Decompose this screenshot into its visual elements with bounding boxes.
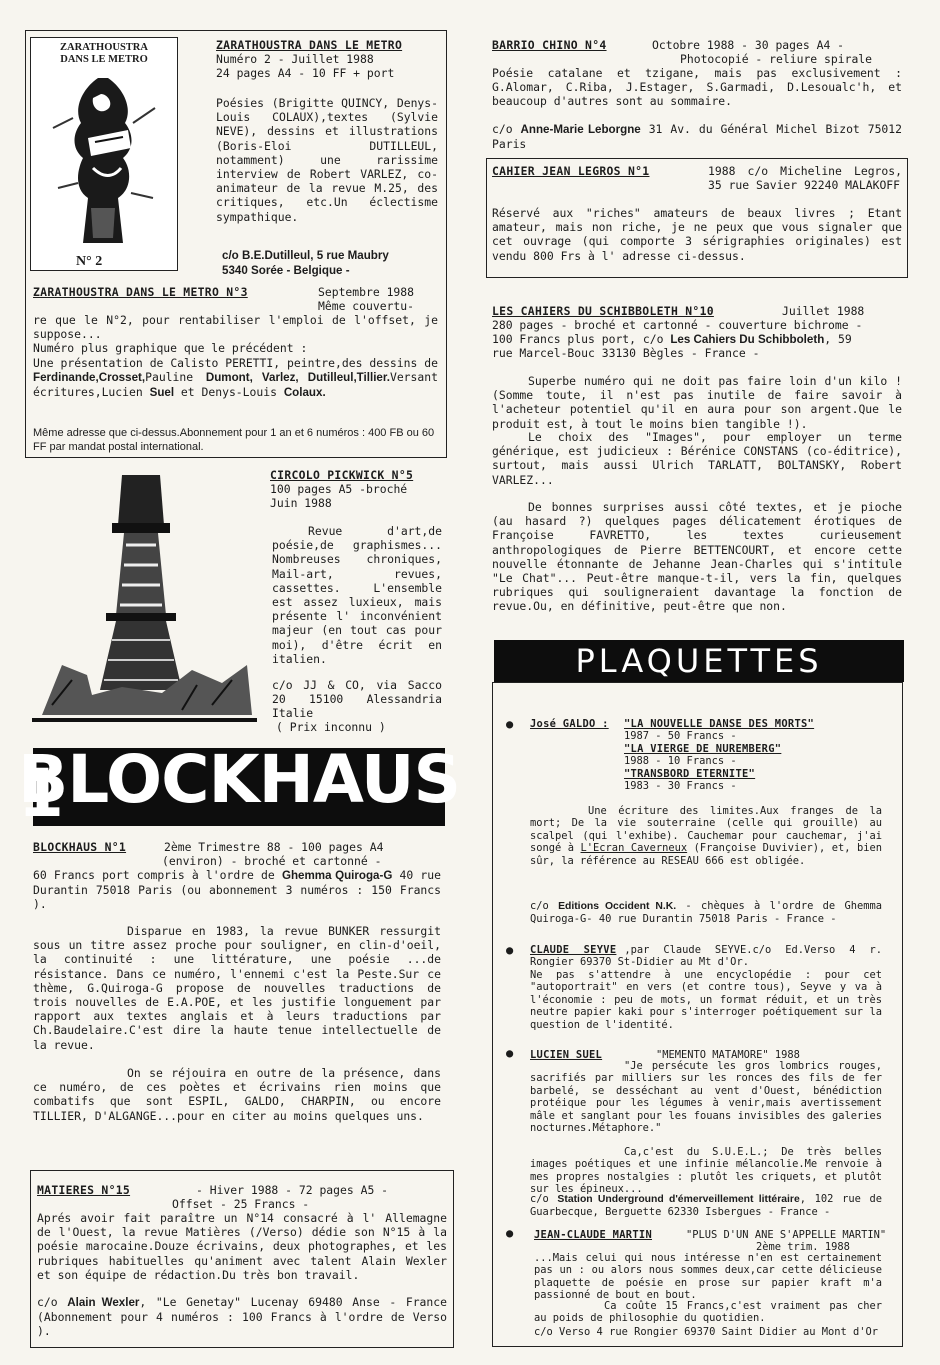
circolo-address: c/o JJ & CO, via Sacco 20 15100 Alessandria Italie [272, 678, 442, 721]
galdo-body-b: (Françoise Duvivier), et, bien sûr, la référence au RESEAU 666 est obligée. [530, 842, 882, 867]
circolo-line1: 100 pages A5 -broché [270, 482, 408, 496]
suel-author-name: LUCIEN SUEL [530, 1049, 603, 1061]
schib-line3 [492, 332, 852, 347]
zara2-title: ZARATHOUSTRA DANS LE METRO [216, 38, 403, 52]
galdo-t2: "LA VIERGE DE NUREMBERG" [624, 742, 782, 755]
circolo-tower-image [32, 465, 257, 727]
circolo-title: CIRCOLO PICKWICK N°5 [270, 468, 414, 482]
zara3-body-3h: Colaux. [283, 386, 326, 400]
suel-addr-prefix: c/o [530, 1193, 558, 1205]
blockhaus-head3c: 40 rue Durantin 75018 Paris (ou abonnement 3 numéros : 150 Francs ). [33, 868, 441, 912]
barrio-line1: Octobre 1988 - 30 pages A4 - [652, 38, 845, 52]
schib-p3: De bonnes surprises aussi côté textes, et je pioche (au hasard ?) quelques pages délicatement érotiques de Françoise FAVRETTO, les textes curieusement anthropologiques de Pierre BETTENCOURT, et encore cette nouvelle étonnante de Jehanne Jean-Charles qui s'intitule "Le Chat"... Peut-être manque-t-il, vers la fin, quelques rubriques qui souligneraient davantage la fonction de revue.Ou, en définitive, peut-être que non. [492, 500, 902, 614]
legros-title: CAHIER JEAN LEGROS N°1 [492, 164, 650, 178]
zara2-address-2: 5340 Sorée - Belgique - [222, 264, 350, 277]
galdo-t3: "TRANSBORD ETERNITE" [624, 767, 756, 780]
zara3-body-3f: Suel [149, 386, 175, 400]
matieres-head2: Offset - 25 Francs - [172, 1197, 310, 1211]
suel-body: Ca,c'est du S.U.E.L.; De très belles images poétiques et une infinie mélancolie.Me renvoie à mes propres nostalgies : plutôt les criquets, et plutôt sur les épineux... [530, 1146, 882, 1196]
suel-quote: "Je persécute les gros lombrics rouges, sacrifiés par milliers sur les ronces des fils de fer barbelé, se desséchant au vent d'Ouest, bénédiction protéique pour les légumes à venir,mais avertissement mâle et sanglant pour les fouans invisibles des galeries nocturnes.Métaphore." [530, 1060, 882, 1135]
blockhaus-banner: BLOCKHAUS 1 [17, 740, 461, 832]
matieres-address [37, 1295, 447, 1339]
galdo-body-u: L'Ecran Caverneux [580, 842, 688, 855]
blockhaus-head3b: Ghemma Quiroga-G [281, 869, 393, 882]
blockhaus-title: BLOCKHAUS N°1 [33, 840, 127, 854]
martin-author [534, 1228, 652, 1242]
martin-author-name: JEAN-CLAUDE MARTIN [534, 1229, 653, 1241]
zara3-body-3g: et Denys-Louis [174, 385, 284, 400]
legros-body: Réservé aux "riches" amateurs de beaux livres ; Etant amateur, mais non riche, je ne peux que vous signaler que cet ouvrage (qui comporte 3 sérigraphies originales) est vendu 800 Frs à l' adresse ci-dessus. [492, 206, 902, 263]
martin-body2: Ca coûte 15 Francs,c'est vraiment pas cher au poids de philosophie du quotidien. [534, 1300, 882, 1325]
galdo-addr-name: Editions Occident N.K. [558, 901, 677, 912]
bullet-icon: ● [506, 943, 514, 957]
blockhaus-p1: Disparue en 1983, la revue BUNKER ressurgit sous un titre assez proche pour souligner, en clin-d'oeil, la continuité : une littérature, une poésie ...de résistance. Dans ce numéro, l'ennemi c'est la Peste.Sur ce thème, G.Quiroga-G propose de nouvelles traductions de trois nouvelles de E.A.POE, et les justifie longuement par rapport aux textes anglais et à leurs traductions par Ch.Baudelaire.C'est dire la haute tenue intellectuelle de la revue. [33, 924, 441, 1052]
schib-line3a: 100 Francs plus port, c/o [492, 332, 671, 346]
schib-title: LES CAHIERS DU SCHIBBOLETH N°10 [492, 304, 714, 318]
barrio-body: Poésie catalane et tzigane, mais pas exclusivement : G.Alomar, C.Riba, J.Estager, S.Garmadi, D.Lesoualc'h, et beaucoup d'autres sont au sommaire. [492, 66, 902, 109]
schib-date: Juillet 1988 [782, 304, 865, 318]
matieres-addr-rest: , "Le Genetay" Lucenay 69480 Anse - France (Abonnement pour 4 numéros : 100 Francs à l'ordre de Verso ). [37, 1295, 447, 1339]
schib-line3b: Les Cahiers Du Schibboleth [670, 333, 825, 346]
zara3-body [33, 313, 438, 400]
schib-p2: Le choix des "Images", pour employer un terme générique, est judicieux : Bérénice CONSTANS (co-éditrice), surtout, mais aussi Ulrich TARLATT, BOLTANSKY, Robert VARLEZ... [492, 430, 902, 487]
matieres-title: MATIERES N°15 [37, 1183, 131, 1197]
zara3-body-3e: Versant écritures,Lucien [33, 369, 438, 400]
bullet-icon: ● [506, 1046, 514, 1060]
galdo-d3: 1983 - 30 Francs - [624, 780, 737, 793]
zarathoustra-cover-image [30, 37, 178, 271]
zara2-line1: Numéro 2 - Juillet 1988 [216, 52, 374, 66]
zara3-body-1: re que le N°2, pour rentabiliser l'emploi de l'offset, je suppose... [33, 313, 438, 342]
barrio-title: BARRIO CHINO N°4 [492, 38, 607, 52]
zara2-body: Poésies (Brigitte QUINCY, Denys-Louis COLAUX),textes (Sylvie NEVE), dessins et illustrations (Boris-Eloi DUTILLEUL, notamment) une rarissime interview de Robert VARLEZ, co-animateur de la revue M.25, des critiques, etc.Un éclectisme sympathique. [216, 96, 438, 224]
galdo-t1: "LA NOUVELLE DANSE DES MORTS" [624, 718, 815, 730]
galdo-addr-rest: - chèques à l'ordre de Ghemma Quiroga-G- 40 rue Durantin 75018 Paris - France - [530, 900, 883, 926]
zara3-footer: Même adresse que ci-dessus.Abonnement pour 1 an et 6 numéros : 400 FB ou 60 FF par mandat postal international. [33, 427, 435, 453]
suel-addr-name: Station Underground d'émerveillement littéraire [557, 1194, 800, 1205]
schib-line2: 280 pages - broché et cartonné - couverture bichrome - [492, 318, 863, 332]
suel-title: "MEMENTO MATAMORE" 1988 [656, 1049, 800, 1061]
plaquettes-banner: PLAQUETTES [494, 640, 904, 682]
zara3-body-3d: Dumont, Varlez, Dutilleul,Tillier. [205, 370, 390, 384]
zara3-body-2: Numéro plus graphique que le précédent : [33, 341, 308, 356]
galdo-body-a: Une écriture des limites.Aux franges de la mort; De la vie souterraine (celle qui grouille) au scalpel (qui l'exhibe). Cauchemar pour cauchemar, j'ai songé à [530, 805, 882, 855]
zara3-date: Septembre 1988 [318, 285, 415, 299]
seyve-head [530, 944, 882, 969]
schib-line3c: , 59 [824, 332, 852, 346]
galdo-author: José GALDO : [530, 718, 609, 730]
blockhaus-head2: (environ) - broché et cartonné - [162, 854, 382, 868]
blockhaus-head3 [33, 868, 441, 912]
barrio-address [492, 122, 902, 151]
schib-p1: Superbe numéro qui ne doit pas faire loin d'un kilo ! (Somme toute, il n'est pas inutile de faire savoir à l'acheteur potentiel qu'il en aura pour son argent.Que le produit est, à tout le moins bien tangible !). [492, 374, 902, 431]
blockhaus-head3a: 60 Francs port compris à l'ordre de [33, 868, 282, 882]
galdo-addr-prefix: c/o [530, 900, 559, 912]
circolo-body: Revue d'art,de poésie,de graphismes... Nombreuses chroniques, Mail-art, revues, cassettes. L'ensemble est assez luxieux, mais présente l' inconvénient majeur (en tout cas pour moi), d'être écrit en italien. [272, 524, 442, 666]
barrio-line2: Photocopié - reliure spirale [680, 52, 873, 66]
barrio-addr-name: Anne-Marie Leborgne [520, 123, 641, 136]
circolo-price: ( Prix inconnu ) [276, 720, 386, 734]
zara3-body-3b: Ferdinande,Crosset, [33, 370, 146, 384]
galdo-address [530, 900, 882, 926]
seyve-author: CLAUDE SEYVE [530, 944, 617, 956]
bullet-icon: ● [506, 717, 514, 731]
cover-title-2: DANS LE METRO [60, 54, 148, 65]
suel-address [530, 1193, 882, 1219]
cover-title-1: ZARATHOUSTRA [60, 42, 148, 53]
zara2-address-1: c/o B.E.Dutilleul, 5 rue Maubry [222, 249, 389, 262]
galdo-body [530, 805, 882, 867]
blockhaus-p2: On se réjouira en outre de la présence, dans ce numéro, de ces poètes et écrivains rien moins que combatifs que sont ESPIL, GALDO, CHARPIN, ou encore TILLIER, D'ALGANGE...pour en citer au moins quelques uns. [33, 1066, 441, 1123]
cover-illustration [43, 68, 163, 253]
bullet-icon: ● [506, 1226, 514, 1240]
zara3-lead: Même couvertu- [318, 299, 415, 313]
matieres-addr-name: Alain Wexler [67, 1296, 140, 1309]
barrio-addr-prefix: c/o [492, 122, 521, 136]
seyve-body: Ne pas s'attendre à une encyclopédie : pour cet "autoportrait" en vers (et contre tous), Seyve y va à l'économie : peu de mots, un format réduit, et un très neutre papier kaki pour s'interroger poétiquement sur la question de l'identité. [530, 969, 882, 1031]
seyve-head-text: ,par Claude SEYVE.c/o Ed.Verso 4 r. Rongier 69370 St-Didier au Mt d'Or. [530, 944, 883, 969]
zara2-line2: 24 pages A4 - 10 FF + port [216, 66, 395, 80]
zara3-title: ZARATHOUSTRA DANS LE METRO N°3 [33, 285, 248, 299]
circolo-line2: Juin 1988 [270, 496, 332, 510]
zara3-body-3a: Une présentation de Calisto PERETTI, peintre,des dessins de [33, 355, 438, 370]
martin-date: 2ème trim. 1988 [756, 1241, 850, 1253]
martin-address: c/o Verso 4 rue Rongier 69370 Saint Didier au Mont d'Or [534, 1326, 879, 1338]
zara3-body-3c: Pauline [145, 369, 206, 384]
galdo-d2: 1988 - 10 Francs - [624, 755, 737, 768]
galdo-d1: 1987 - 50 Francs - [624, 730, 737, 743]
galdo-entry [530, 718, 609, 730]
legros-head: 1988 c/o Micheline Legros, 35 rue Savier 92240 MALAKOFF [708, 164, 902, 193]
matieres-addr-prefix: c/o [37, 1295, 68, 1309]
schib-line4: rue Marcel-Bouc 33130 Bègles - France - [492, 346, 760, 360]
martin-body: ...Mais celui qui nous intéresse n'en est certainement pas un : ou alors nous sommes deux,car cette délicieuse plaquette de poésie en prose sur papier kraft m'a passionné de bout en bout. [534, 1252, 882, 1302]
blockhaus-head1: 2ème Trimestre 88 - 100 pages A4 [164, 840, 384, 854]
matieres-head1: - Hiver 1988 - 72 pages A5 - [196, 1183, 389, 1197]
barrio-addr-rest: 31 Av. du Général Michel Bizot 75012 Paris [492, 122, 903, 152]
martin-title: "PLUS D'UN ANE S'APPELLE MARTIN" [686, 1229, 887, 1241]
galdo-titles [624, 718, 814, 792]
matieres-body: Aprés avoir fait paraître un N°14 consacré à l' Allemagne de l'Ouest, la revue Matières (/Verso) dédie son N°15 à la poésie marocaine.Douze écrivains, deux photographes, et les rubriques habituelles qu'animent avec talent Alain Wexler et son équipe de rédaction.Du très bon travail. [37, 1211, 447, 1282]
cover-number: N° 2 [76, 254, 103, 269]
suel-addr-rest: , 102 rue de Guarbecque, Berguette 62330 Isbergues - France - [530, 1193, 882, 1219]
